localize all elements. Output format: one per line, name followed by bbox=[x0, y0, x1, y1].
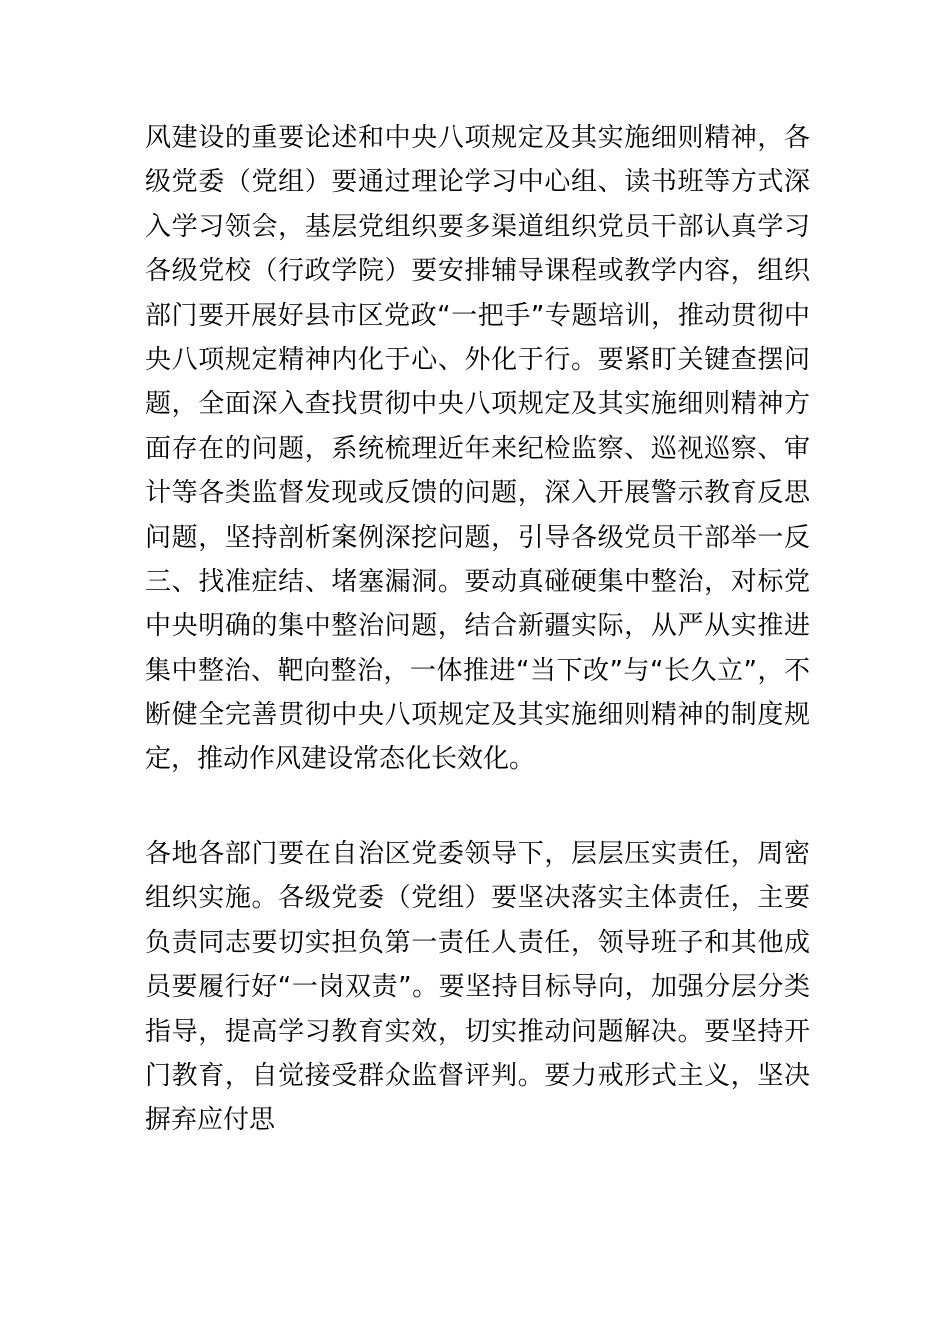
paragraph-line: 各地各部门要在自治区党委领导下，层层压实责任，周密 bbox=[145, 839, 810, 869]
paragraph-line: 题，全面深入查找贯彻中央八项规定及其实施细则精神方 bbox=[145, 389, 810, 420]
paragraph-line: 集中整治、靶向整治，一体推进“当下改”与“长久立”，不 bbox=[145, 655, 810, 686]
paragraph-line: 负责同志要切实担负第一责任人责任，领导班子和其他成 bbox=[145, 927, 810, 958]
paragraph-2 bbox=[145, 832, 810, 1143]
paragraph-line: 计等各类监督发现或反馈的问题，深入开展警示教育反思 bbox=[145, 478, 810, 509]
paragraph-line: 面存在的问题，系统梳理近年来纪检监察、巡视巡察、审 bbox=[145, 433, 810, 464]
paragraph-line: 入学习领会，基层党组织要多渠道组织党员干部认真学习 bbox=[145, 211, 810, 242]
paragraph-line: 三、找准症结、堵塞漏洞。要动真碰硬集中整治，对标党 bbox=[145, 566, 810, 597]
paragraph-line: 级党委（党组）要通过理论学习中心组、读书班等方式深 bbox=[145, 167, 810, 198]
paragraph-line: 断健全完善贯彻中央八项规定及其实施细则精神的制度规 bbox=[145, 700, 810, 731]
paragraph-line: 指导，提高学习教育实效，切实推动问题解决。要坚持开 bbox=[145, 1016, 810, 1047]
paragraph-line: 组织实施。各级党委（党组）要坚决落实主体责任，主要 bbox=[145, 883, 810, 914]
paragraph-line: 央八项规定精神内化于心、外化于行。要紧盯关键查摆问 bbox=[145, 344, 810, 375]
paragraph-1 bbox=[145, 116, 810, 782]
paragraph-line: 部门要开展好县市区党政“一把手”专题培训，推动贯彻中 bbox=[145, 300, 810, 331]
paragraph-line: 摒弃应付思 bbox=[145, 1105, 276, 1136]
paragraph-line: 中央明确的集中整治问题，结合新疆实际，从严从实推进 bbox=[145, 611, 810, 642]
paragraph-line: 各级党校（行政学院）要安排辅导课程或教学内容，组织 bbox=[145, 256, 810, 287]
paragraph-line: 定，推动作风建设常态化长效化。 bbox=[145, 744, 536, 775]
paragraph-line: 问题，坚持剖析案例深挖问题，引导各级党员干部举一反 bbox=[145, 522, 810, 553]
paragraph-line: 员要履行好“一岗双责”。要坚持目标导向，加强分层分类 bbox=[145, 972, 810, 1003]
paragraph-line: 风建设的重要论述和中央八项规定及其实施细则精神，各 bbox=[145, 123, 810, 153]
paragraph-line: 门教育，自觉接受群众监督评判。要力戒形式主义，坚决 bbox=[145, 1060, 810, 1091]
